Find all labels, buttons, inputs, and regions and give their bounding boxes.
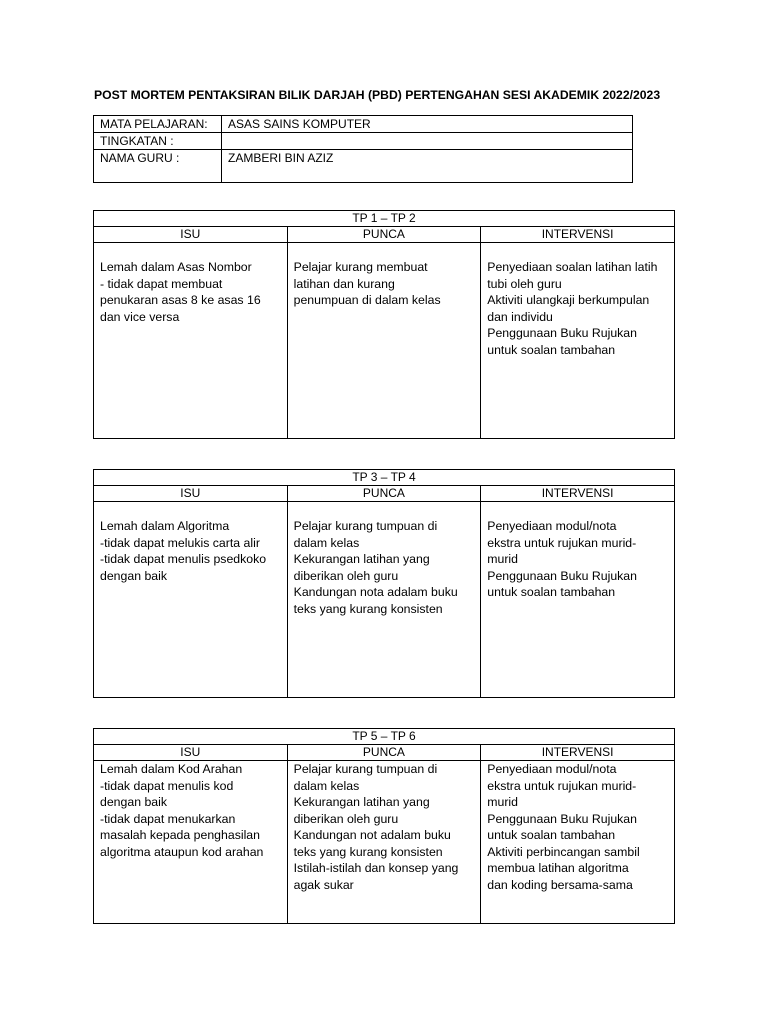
punca-line: diberikan oleh guru (293, 811, 399, 826)
teacher-label: NAMA GURU : (94, 150, 222, 183)
isu-line: - tidak dapat membuat (100, 276, 223, 291)
isu-line: -tidak dapat menukarkan (100, 811, 236, 826)
intervensi-line: Penyediaan soalan latihan latih (487, 260, 658, 274)
punca-line: teks yang kurang konsisten (293, 844, 443, 859)
tp-table-2 (93, 469, 675, 698)
intervensi-line: dan koding bersama-sama (487, 877, 633, 892)
isu-line: Lemah dalam Kod Arahan (100, 762, 243, 776)
punca-line: Kekurangan latihan yang (293, 795, 430, 809)
level-label: TINGKATAN : (94, 133, 222, 150)
intervensi-line: ekstra untuk rujukan murid- (487, 535, 637, 550)
isu-cell (94, 502, 288, 698)
punca-line: penumpuan di dalam kelas (293, 293, 441, 307)
intervensi-line: Penggunaan Buku Rujukan (487, 811, 637, 826)
isu-cell (94, 243, 288, 439)
isu-cell (94, 761, 288, 924)
punca-line: Kandungan not adalam buku (293, 828, 451, 842)
intervensi-cell (481, 243, 675, 439)
tp-table-title: TP 5 – TP 6 (94, 729, 675, 745)
punca-line: Kekurangan latihan yang (293, 552, 430, 566)
intervensi-line: Aktiviti perbincangan sambil (487, 844, 640, 859)
punca-cell (287, 502, 481, 698)
punca-line: dalam kelas (293, 535, 360, 550)
punca-line: agak sukar (293, 877, 354, 892)
punca-line: teks yang kurang konsisten (293, 601, 443, 616)
intervensi-line: dan individu (487, 309, 553, 324)
isu-line: Lemah dalam Algoritma (100, 519, 230, 533)
isu-line: penukaran asas 8 ke asas 16 (100, 293, 261, 307)
punca-line: Kandungan nota adalam buku (293, 585, 458, 599)
punca-header: PUNCA (287, 745, 481, 761)
intervensi-line: untuk soalan tambahan (487, 828, 616, 842)
level-value (222, 133, 633, 150)
page-title: POST MORTEM PENTAKSIRAN BILIK DARJAH (PBD) PERTENGAHAN SESI AKADEMIK 2022/2023 (94, 88, 661, 102)
intervensi-line: Aktiviti ulangkaji berkumpulan (487, 293, 650, 307)
isu-header: ISU (94, 227, 288, 243)
intervensi-header: INTERVENSI (481, 745, 675, 761)
isu-line: dengan baik (100, 795, 168, 809)
isu-header: ISU (94, 486, 288, 502)
intervensi-line: tubi oleh guru (487, 276, 562, 291)
isu-line: algoritma ataupun kod arahan (100, 844, 264, 859)
punca-line: Pelajar kurang membuat (293, 260, 428, 274)
isu-line: -tidak dapat menulis psedkoko (100, 552, 267, 566)
punca-line: Pelajar kurang tumpuan di (293, 519, 438, 533)
punca-line: dalam kelas (293, 778, 360, 793)
punca-header: PUNCA (287, 227, 481, 243)
isu-line: dengan baik (100, 568, 168, 583)
intervensi-cell (481, 502, 675, 698)
punca-cell (287, 243, 481, 439)
intervensi-line: untuk soalan tambahan (487, 342, 616, 357)
punca-cell (287, 761, 481, 924)
tp-table-title: TP 3 – TP 4 (94, 470, 675, 486)
punca-header: PUNCA (287, 486, 481, 502)
intervensi-line: murid (487, 552, 518, 566)
intervensi-line: membua latihan algoritma (487, 861, 629, 875)
isu-line: Lemah dalam Asas Nombor (100, 260, 252, 274)
subject-label: MATA PELAJARAN: (94, 116, 222, 133)
intervensi-line: Penyediaan modul/nota (487, 519, 617, 533)
intervensi-line: untuk soalan tambahan (487, 585, 616, 599)
subject-value: ASAS SAINS KOMPUTER (222, 116, 633, 133)
punca-line: latihan dan kurang (293, 276, 395, 291)
teacher-value: ZAMBERI BIN AZIZ (222, 150, 633, 183)
tp-table-title: TP 1 – TP 2 (94, 211, 675, 227)
intervensi-line: ekstra untuk rujukan murid- (487, 778, 637, 793)
intervensi-line: Penggunaan Buku Rujukan (487, 326, 637, 340)
isu-line: masalah kepada penghasilan (100, 828, 260, 842)
tp-table-3 (93, 728, 675, 924)
isu-line: -tidak dapat menulis kod (100, 778, 234, 793)
intervensi-header: INTERVENSI (481, 227, 675, 243)
tp-table-1 (93, 210, 675, 439)
isu-header: ISU (94, 745, 288, 761)
intervensi-header: INTERVENSI (481, 486, 675, 502)
intervensi-line: Penyediaan modul/nota (487, 762, 617, 776)
intervensi-cell (481, 761, 675, 924)
intervensi-line: Penggunaan Buku Rujukan (487, 568, 637, 583)
intervensi-line: murid (487, 795, 518, 809)
info-table (93, 115, 633, 183)
isu-line: -tidak dapat melukis carta alir (100, 535, 260, 550)
punca-line: Pelajar kurang tumpuan di (293, 762, 438, 776)
punca-line: diberikan oleh guru (293, 568, 399, 583)
isu-line: dan vice versa (100, 309, 180, 324)
punca-line: Istilah-istilah dan konsep yang (293, 861, 459, 875)
